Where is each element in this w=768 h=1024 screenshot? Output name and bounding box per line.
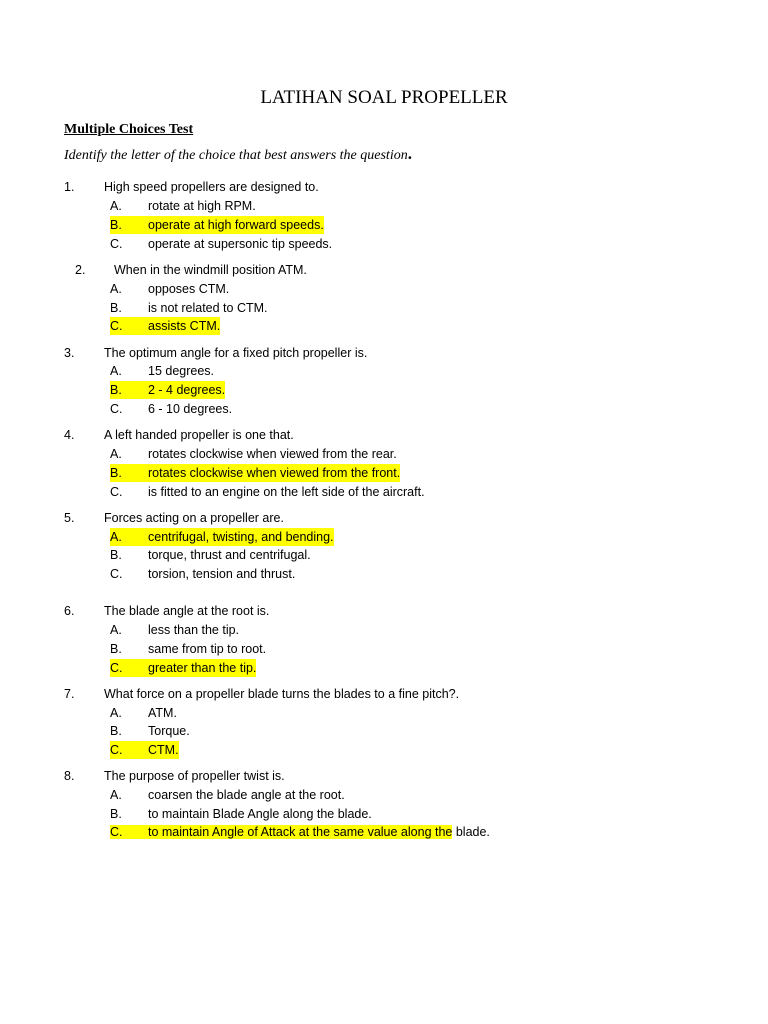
option-letter: B.	[110, 642, 122, 656]
option-a	[110, 362, 214, 380]
instruction-period: .	[407, 144, 412, 163]
option-text: to maintain Angle of Attack at the same value along the	[148, 825, 453, 839]
instruction-body: Identify the letter of the choice that best answers the question	[64, 148, 408, 163]
option-b	[110, 640, 266, 658]
option-c-answer	[110, 317, 220, 335]
option-text: coarsen the blade angle at the root.	[148, 788, 345, 802]
option-letter: C.	[110, 661, 123, 675]
question-text: The blade angle at the root is.	[104, 604, 270, 618]
option-c-answer	[110, 741, 179, 759]
option-b	[110, 299, 268, 317]
option-letter: C.	[110, 402, 123, 416]
option-text: assists CTM.	[148, 319, 221, 333]
option-c-answer	[110, 659, 256, 677]
question-text: A left handed propeller is one that.	[104, 428, 294, 442]
option-letter: C.	[110, 319, 123, 333]
option-letter: B.	[110, 383, 122, 397]
option-a	[110, 621, 239, 639]
question-number: 5.	[64, 511, 75, 525]
option-letter: C.	[110, 485, 123, 499]
question-text: What force on a propeller blade turns the blades to a fine pitch?.	[104, 687, 460, 701]
option-text: operate at high forward speeds.	[148, 218, 324, 232]
option-a	[110, 786, 345, 804]
question-text: When in the windmill position ATM.	[114, 263, 307, 277]
instruction-text	[64, 145, 412, 165]
option-text: 2 - 4 degrees.	[148, 383, 226, 397]
question-text: High speed propellers are designed to.	[104, 180, 319, 194]
question-number: 4.	[64, 428, 75, 442]
option-c-answer	[110, 823, 490, 841]
option-c	[110, 483, 425, 501]
option-text-tail: blade.	[452, 825, 490, 839]
option-letter: C.	[110, 825, 123, 839]
option-text: torque, thrust and centrifugal.	[148, 548, 311, 562]
option-a-answer	[110, 528, 334, 546]
option-text: operate at supersonic tip speeds.	[148, 237, 333, 251]
question-number: 7.	[64, 687, 75, 701]
question-text: The optimum angle for a fixed pitch propeller is.	[104, 346, 368, 360]
question-number: 1.	[64, 180, 75, 194]
option-highlighted-part	[110, 825, 452, 839]
option-letter: C.	[110, 237, 123, 251]
option-text: rotates clockwise when viewed from the front.	[148, 466, 401, 480]
option-letter: B.	[110, 724, 122, 738]
option-b	[110, 546, 311, 564]
option-b	[110, 805, 372, 823]
question-text: Forces acting on a propeller are.	[104, 511, 284, 525]
section-title: Multiple Choices Test	[64, 122, 194, 137]
option-b-answer	[110, 381, 225, 399]
option-text: less than the tip.	[148, 623, 240, 637]
option-b-answer	[110, 464, 400, 482]
option-letter: B.	[110, 218, 122, 232]
option-text: opposes CTM.	[148, 282, 230, 296]
option-text: is not related to CTM.	[148, 301, 268, 315]
option-c	[110, 400, 232, 418]
option-text: is fitted to an engine on the left side of the aircraft.	[148, 485, 425, 499]
option-a	[110, 704, 177, 722]
option-letter: B.	[110, 548, 122, 562]
option-text: ATM.	[148, 706, 177, 720]
option-letter: C.	[110, 567, 123, 581]
option-letter: A.	[110, 788, 122, 802]
question-number: 6.	[64, 604, 75, 618]
option-letter: A.	[110, 282, 122, 296]
option-letter: A.	[110, 623, 122, 637]
option-c	[110, 235, 332, 253]
option-letter: B.	[110, 807, 122, 821]
option-text: to maintain Blade Angle along the blade.	[148, 807, 372, 821]
option-letter: C.	[110, 743, 123, 757]
option-text: 6 - 10 degrees.	[148, 402, 233, 416]
option-text: rotates clockwise when viewed from the rear.	[148, 447, 397, 461]
option-text: centrifugal, twisting, and bending.	[148, 530, 334, 544]
option-a	[110, 280, 229, 298]
option-a	[110, 445, 397, 463]
question-number: 3.	[64, 346, 75, 360]
option-b-answer	[110, 216, 324, 234]
option-letter: B.	[110, 301, 122, 315]
option-text: greater than the tip.	[148, 661, 257, 675]
option-text: rotate at high RPM.	[148, 199, 256, 213]
option-text: same from tip to root.	[148, 642, 267, 656]
question-number: 2.	[75, 263, 86, 277]
option-letter: B.	[110, 466, 122, 480]
question-text: The purpose of propeller twist is.	[104, 769, 285, 783]
option-text: 15 degrees.	[148, 364, 215, 378]
page-title: LATIHAN SOAL PROPELLER	[260, 87, 508, 108]
option-letter: A.	[110, 447, 122, 461]
option-text: Torque.	[148, 724, 190, 738]
option-letter: A.	[110, 706, 122, 720]
option-letter: A.	[110, 364, 122, 378]
option-letter: A.	[110, 199, 122, 213]
option-text: CTM.	[148, 743, 179, 757]
option-a	[110, 197, 256, 215]
option-text: torsion, tension and thrust.	[148, 567, 296, 581]
option-c	[110, 565, 295, 583]
question-number: 8.	[64, 769, 75, 783]
option-b	[110, 722, 190, 740]
option-letter: A.	[110, 530, 122, 544]
